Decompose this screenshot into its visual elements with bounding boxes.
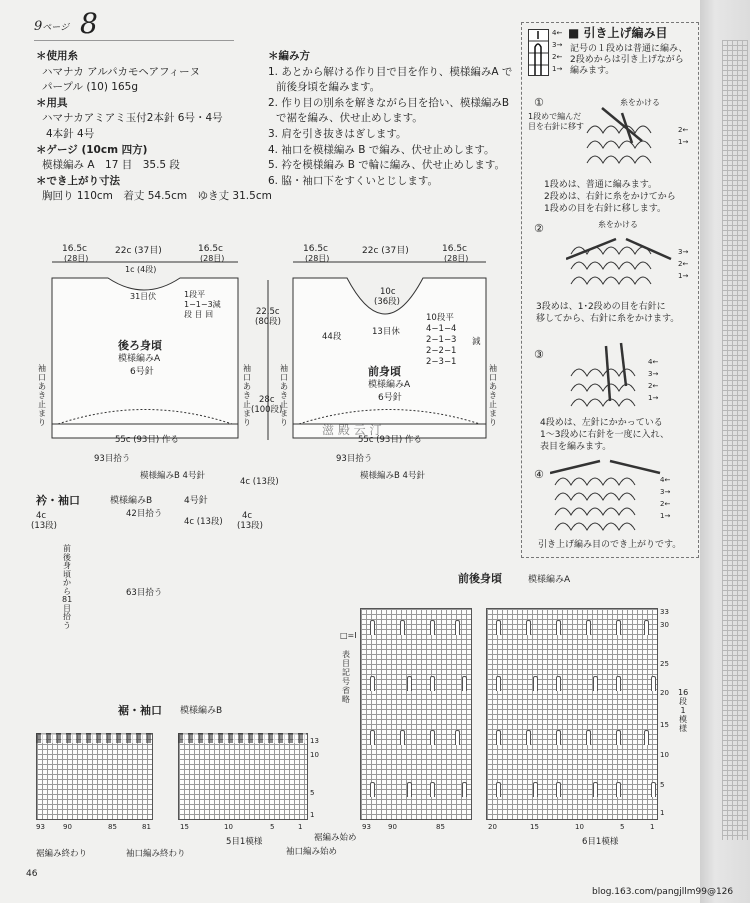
- tick: 1: [650, 823, 655, 831]
- slip-stitch-symbol: [430, 782, 435, 797]
- technique-note: 記号の１段めは普通に編み、: [570, 44, 688, 54]
- slip-stitch-symbol: [556, 782, 561, 797]
- tick: 5: [270, 823, 275, 831]
- front-flat: 13目休: [372, 327, 400, 337]
- materials-line: ハマナカ アルパカモヘアフィーヌ: [42, 65, 201, 78]
- tick: 81: [142, 823, 151, 831]
- front-dec-rule: 2−3−1: [426, 357, 457, 367]
- slip-stitch-symbol: [616, 730, 621, 745]
- row-repeat-label: 16 段 1 模 様: [678, 688, 689, 733]
- front-armhole-left: 袖 口 あ き 止 ま り: [280, 364, 288, 427]
- hem-start: 裾編み始め: [314, 833, 357, 843]
- slip-stitch-symbol: [644, 620, 649, 635]
- row-label: 2←: [648, 382, 659, 390]
- slip-stitch-symbol: [616, 782, 621, 797]
- back-dim: 16.5c: [62, 244, 87, 254]
- tick: 30: [660, 621, 669, 629]
- step-number: ①: [534, 96, 544, 109]
- row-label: 3→: [648, 370, 659, 378]
- body-chart-title: 前後身頃: [458, 572, 502, 585]
- tick: 1: [298, 823, 303, 831]
- tick: 85: [108, 823, 117, 831]
- tick: 93: [362, 823, 371, 831]
- dim-lower: 28c: [259, 395, 275, 405]
- front-armhole-right: 袖 口 あ き 止 ま り: [489, 364, 497, 427]
- tick: 10: [575, 823, 584, 831]
- back-dec-rule: 段 目 回: [184, 310, 214, 319]
- slip-stitch-symbol: [496, 730, 501, 745]
- slip-stitch-symbol: [526, 620, 531, 635]
- row-label: 3→: [660, 488, 671, 496]
- front-rows: 44段: [322, 332, 342, 342]
- collar-band: 4c (13段): [184, 517, 223, 527]
- slip-stitch-symbol: [651, 782, 656, 797]
- method-step-cont: 前後身頃を編みます。: [276, 81, 381, 94]
- tick: 20: [488, 823, 497, 831]
- back-neck: 1c (4段): [125, 265, 157, 274]
- next-page-grid: [722, 40, 748, 840]
- step-label: 糸をかける: [598, 220, 638, 229]
- hem-chart-grid-left: [36, 733, 153, 820]
- collar-right-dim: (13段): [237, 521, 263, 531]
- collar-right-dim: 4c: [242, 511, 253, 521]
- knitting-step1-illustration-icon: [582, 103, 682, 173]
- front-title: 前身頃: [368, 365, 401, 378]
- tick: 10: [310, 751, 319, 759]
- slip-stitch-symbol: [407, 676, 412, 691]
- slip-stitch-symbol: [533, 676, 538, 691]
- slip-stitch-symbol: [455, 620, 460, 635]
- back-armhole-right: 袖 口 あ き 止 ま り: [243, 364, 251, 427]
- front-dim: 16.5c: [442, 244, 467, 254]
- slip-stitch-symbol: [593, 676, 598, 691]
- dim-band: 4c (13段): [240, 477, 279, 487]
- step-desc: 1段めは、普通に編みます。: [544, 180, 658, 190]
- tick: 15: [180, 823, 189, 831]
- row-label: 2←: [678, 260, 689, 268]
- row-label: 1→: [648, 394, 659, 402]
- materials-line: 胸回り 110cm 着丈 54.5cm ゆき丈 31.5cm: [42, 190, 272, 203]
- slip-stitch-symbol: [616, 620, 621, 635]
- slip-stitch-symbol: [526, 730, 531, 745]
- knitting-step2-illustration-icon: [566, 229, 676, 293]
- row-label: 1→: [552, 65, 563, 73]
- slip-stitch-symbol: [586, 730, 591, 745]
- step-desc: 4段めは、左針にかかっている: [540, 418, 663, 428]
- back-dec-rule: 1−1−3減: [184, 300, 221, 309]
- step-desc: 1段めの目を右針に移します。: [544, 204, 667, 214]
- hem-chart-grid-right: [178, 733, 308, 820]
- front-dec-rule: 10段平: [426, 313, 454, 323]
- tick: 1: [310, 811, 315, 819]
- slip-stitch-symbol: [496, 676, 501, 691]
- slip-stitch-symbol: [370, 730, 375, 745]
- page-number: 9ページ: [34, 19, 70, 34]
- body-chart-grid-left: [360, 608, 472, 820]
- materials-gauge-heading: ＊ゲージ (10cm 四方): [36, 143, 148, 156]
- sleeve-end: 袖口編み終わり: [126, 849, 186, 859]
- tick: 33: [660, 608, 669, 616]
- method-step-cont: で裾を編み、伏せ止めします。: [276, 112, 423, 125]
- front-dim: (28目): [305, 254, 330, 263]
- materials-size-heading: ＊でき上がり寸法: [36, 174, 120, 187]
- tick: 5: [620, 823, 625, 831]
- tick: 93: [36, 823, 45, 831]
- front-dec-rule: 4−1−4: [426, 324, 457, 334]
- front-neck-depth: (36段): [374, 297, 400, 307]
- footer-source[interactable]: blog.163.com/pangjllm99@126: [592, 887, 734, 897]
- collar-neck-top: 42目拾う: [126, 509, 163, 519]
- slip-stitch-symbol: [586, 620, 591, 635]
- tick: 90: [388, 823, 397, 831]
- slip-stitch-symbol: [651, 676, 656, 691]
- row-label: 3→: [552, 41, 563, 49]
- step-desc: 引き上げ編み目のでき上がりです。: [538, 540, 682, 550]
- tick: 1: [660, 809, 665, 817]
- dim-lower: (100段): [251, 405, 283, 415]
- materials-line: 模様編み A 17 目 35.5 段: [42, 159, 180, 172]
- slip-stitch-symbol: [462, 676, 467, 691]
- method-step: 2. 作り目の別糸を解きながら目を拾い、模様編みB: [268, 96, 510, 109]
- hem-repeat: 5目1模様: [226, 837, 263, 847]
- tick: 90: [63, 823, 72, 831]
- tick: 10: [224, 823, 233, 831]
- front-cast-on: 55c (93目) 作る: [358, 435, 422, 445]
- front-dim: 22c (37目): [362, 246, 409, 256]
- back-needle: 6号針: [130, 367, 154, 377]
- work-number: 8: [80, 7, 98, 40]
- tick: 20: [660, 689, 669, 697]
- front-dec-rule: 2−2−1: [426, 346, 457, 356]
- slip-stitch-symbol: [400, 620, 405, 635]
- body-repeat: 6目1模様: [582, 837, 619, 847]
- back-dim: (28目): [200, 254, 225, 263]
- row-label: 4←: [648, 358, 659, 366]
- slip-stitch-symbol: [556, 676, 561, 691]
- slip-stitch-symbol: [370, 782, 375, 797]
- slip-stitch-symbol: [455, 730, 460, 745]
- front-pickup: 93目拾う: [336, 454, 373, 464]
- back-dec-rule: 1段平: [184, 290, 206, 299]
- back-dim: 16.5c: [198, 244, 223, 254]
- collar-needle: 4号針: [184, 496, 208, 506]
- back-neck-decrease: 31目伏: [130, 292, 157, 301]
- slip-stitch-symbol: [556, 620, 561, 635]
- materials-tools-heading: ＊用具: [36, 96, 68, 109]
- front-dec-rule: 2−1−3: [426, 335, 457, 345]
- tick: 15: [530, 823, 539, 831]
- step-desc: 移してから、右針に糸をかけます。: [536, 314, 680, 324]
- front-dim: (28目): [444, 254, 469, 263]
- slip-stitch-symbol: [400, 730, 405, 745]
- tick: 5: [310, 789, 315, 797]
- step-number: ②: [534, 222, 544, 235]
- body-chart-pattern: 模様編みA: [528, 575, 571, 585]
- tick: 10: [660, 751, 669, 759]
- row-label: 2←: [552, 53, 563, 61]
- technique-note: 2段めからは引き上げながら: [570, 55, 684, 65]
- row-label: 4←: [660, 476, 671, 484]
- hem-chart-pattern: 模様編みB: [180, 706, 223, 716]
- front-dim: 16.5c: [303, 244, 328, 254]
- footer-page: 46: [26, 869, 38, 879]
- method-step: 3. 肩を引き抜きはぎします。: [268, 127, 407, 140]
- tick: 85: [436, 823, 445, 831]
- materials-line: ハマナカアミアミ玉付2本針 6号・4号: [42, 112, 223, 125]
- slip-stitch-symbol: [370, 620, 375, 635]
- step-number: ④: [534, 468, 544, 481]
- step-label: 糸をかける: [620, 98, 660, 107]
- front-neck-depth: 10c: [380, 287, 396, 297]
- slip-stitch-symbol: [370, 676, 375, 691]
- back-dim: 22c (37目): [115, 246, 162, 256]
- row-label: 2←: [660, 500, 671, 508]
- sleeve-start: 袖口編み始め: [286, 847, 338, 857]
- sleeve-pickup-label: 前 後 身 頃 か ら 81 目 拾 う: [62, 544, 73, 630]
- tick: 5: [660, 781, 665, 789]
- legend-symbol: □=Ⅰ: [340, 631, 357, 640]
- slip-stitch-symbol: [462, 782, 467, 797]
- hem-end: 裾編み終わり: [36, 849, 88, 859]
- step-number: ③: [534, 348, 544, 361]
- method-step: 4. 袖口を模様編み B で編み、伏せ止めします。: [268, 143, 495, 156]
- front-pattern: 模様編みA: [368, 380, 411, 390]
- body-chart-grid-right: [486, 608, 658, 820]
- slip-stitch-symbol: [496, 782, 501, 797]
- front-needle: 6号針: [378, 393, 402, 403]
- step-desc: 3段めは、1･2段めの目を右針に: [536, 302, 666, 312]
- step-desc: 1～3段めに右針を一度に入れ、: [540, 430, 669, 440]
- slip-stitch-symbol: [430, 676, 435, 691]
- back-title: 後ろ身頃: [118, 339, 162, 352]
- back-armhole-left: 袖 口 あ き 止 ま り: [38, 364, 46, 427]
- slip-stitch-symbol: [593, 782, 598, 797]
- collar-left-dim: (13段): [31, 521, 57, 531]
- tick: 13: [310, 737, 319, 745]
- step-desc: 表目を編みます。: [540, 442, 612, 452]
- collar-title: 衿・袖口: [36, 494, 80, 507]
- technique-title: ■ 引き上げ編み目: [568, 26, 668, 40]
- back-pickup: 93目拾う: [94, 454, 131, 464]
- method-step: 5. 衿を模様編み B で輪に編み、伏せ止めします。: [268, 159, 506, 172]
- slip-stitch-symbol: [407, 782, 412, 797]
- slip-stitch-symbol: [430, 730, 435, 745]
- dim-upper: (80段): [255, 317, 281, 327]
- slip-stitch-symbol: [430, 620, 435, 635]
- collar-neck-bottom: 63目拾う: [126, 588, 163, 598]
- row-label: 3→: [678, 248, 689, 256]
- hem-chart-title: 裾・袖口: [118, 704, 162, 717]
- back-border: 模様編みB 4号針: [140, 471, 205, 481]
- method-heading: ＊編み方: [268, 50, 310, 62]
- dim-upper: 22.5c: [256, 307, 280, 317]
- collar-left-dim: 4c: [36, 511, 47, 521]
- step-desc: 2段めは、右針に糸をかけてから: [544, 192, 676, 202]
- tick: 15: [660, 721, 669, 729]
- slip-stitch-symbol: [644, 730, 649, 745]
- row-label: 1→: [660, 512, 671, 520]
- watermark: 滋 殿 云 汀: [322, 423, 382, 437]
- collar-pattern: 模様編みB: [110, 496, 153, 506]
- technique-panel: [521, 22, 699, 558]
- hem-bind-off-row: [36, 733, 151, 743]
- materials-yarn-heading: ＊使用糸: [36, 50, 78, 62]
- back-pattern: 模様編みA: [118, 354, 161, 364]
- row-label: 1→: [678, 272, 689, 280]
- row-label: 4←: [552, 29, 563, 37]
- materials-line: パープル (10) 165g: [42, 81, 138, 94]
- slip-stitch-symbol: [496, 620, 501, 635]
- front-dec-label: 減: [472, 337, 481, 347]
- slip-stitch-symbol: [616, 676, 621, 691]
- step-label: 目を右針に移す: [528, 122, 584, 131]
- row-label: 1→: [678, 138, 689, 146]
- method-step: 1. あとから解ける作り目で目を作り、模様編みA で: [268, 65, 513, 78]
- slip-stitch-symbol: [533, 782, 538, 797]
- slip-stitch-symbol: [556, 730, 561, 745]
- back-cast-on: 55c (93目) 作る: [115, 435, 179, 445]
- technique-note: 編みます。: [570, 66, 615, 76]
- tick: 25: [660, 660, 669, 668]
- row-label: 2←: [678, 126, 689, 134]
- method-step: 6. 脇・袖口下をすくいとじします。: [268, 174, 439, 187]
- front-border: 模様編みB 4号針: [360, 471, 425, 481]
- back-dim: (28目): [64, 254, 89, 263]
- knitting-step4-illustration-icon: [550, 455, 666, 537]
- hem-bind-off-row: [178, 733, 306, 743]
- materials-line: 4本針 4号: [46, 127, 95, 140]
- step-label: 1段めで編んだ: [528, 112, 582, 121]
- legend-text: 表 目 記 号 省 略: [342, 650, 350, 704]
